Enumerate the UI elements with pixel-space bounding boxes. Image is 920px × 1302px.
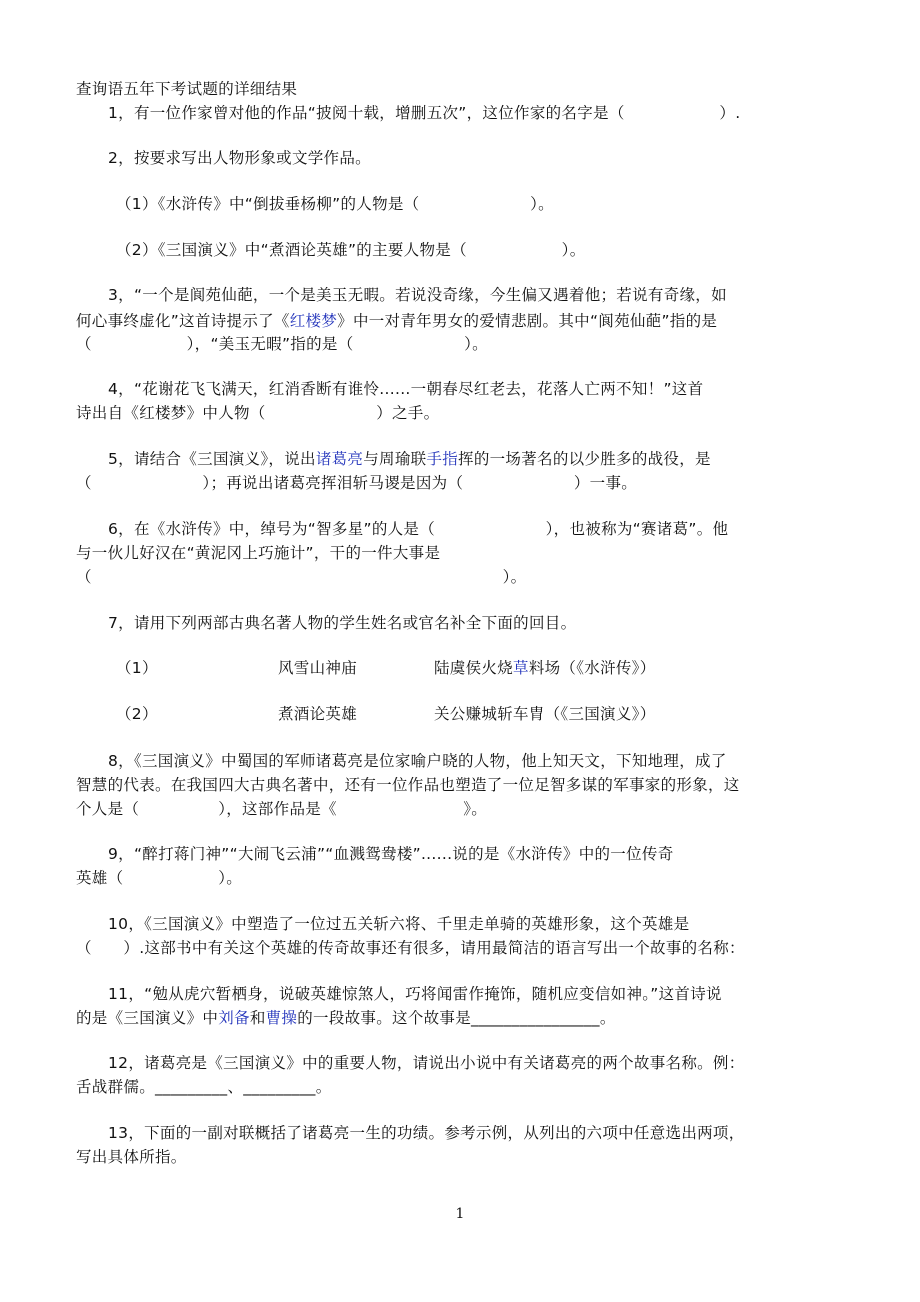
question-6-line-2: 与一伙儿好汉在“黄泥冈上巧施计”，干的一件大事是 [76,544,441,562]
question-13-line-1: 13，下面的一副对联概括了诸葛亮一生的功绩。参考示例，从列出的六项中任意选出两项， [108,1124,745,1142]
question-12-line-1: 12，诸葛亮是《三国演义》中的重要人物，请说出小说中有关诸葛亮的两个故事名称。例： [108,1054,745,1072]
question-10-line-1: 10，《三国演义》中塑造了一位过五关斩六将、千里走单骑的英雄形象，这个英雄是 [108,915,690,933]
q11-text-a: 的是《三国演义》中 [76,1009,219,1027]
document-title: 查询语五年下考试题的详细结果 [76,80,298,98]
liubei-link[interactable]: 刘备 [218,1009,250,1027]
page-number: 1 [455,1206,465,1222]
question-4-line-2: 诗出自《红楼梦》中人物（ ）之手。 [76,404,440,422]
q5-text-a: 5，请结合《三国演义》，说出 [108,450,316,468]
row-middle: 煮酒论英雄 [278,705,358,723]
q5-text-b: 与周瑜联 [363,450,427,468]
question-5-line-1 [108,448,888,470]
question-6-line-3: （ ）。 [76,568,527,586]
row-right-a: 陆虞侯火烧 [434,659,514,677]
question-12-line-2: 舌战群儒。_________、_________。 [76,1078,332,1096]
question-8-line-3: 个人是（ ），这部作品是《 》。 [76,800,488,818]
row-number: （1） [116,659,158,677]
question-11-line-1: 11，“勉从虎穴暂栖身，说破英雄惊煞人，巧将闻雷作掩饰，随机应变信如神。”这首诗说 [108,985,722,1003]
row-middle: 风雪山神庙 [278,659,358,677]
question-5-line-2: （ ）；再说出诸葛亮挥泪斩马谡是因为（ ）一事。 [76,474,638,492]
zhugeliang-link[interactable]: 诸葛亮 [315,450,364,468]
question-3-line-2 [76,310,856,332]
question-4-line-1: 4，“花谢花飞飞满天，红消香断有谁怜......一朝春尽红老去，花落人亡两不知！”这首 [108,380,704,398]
question-3-line-3: （ ），“美玉无暇”指的是（ ）。 [76,335,488,353]
q5-text-c: 挥的一场著名的以少胜多的战役，是 [458,450,711,468]
cao-link[interactable]: 草 [513,659,529,677]
q3-text-a: 何心事终虚化”这首诗提示了《 [76,312,290,330]
question-11-line-2 [76,1007,856,1029]
question-6-line-1: 6，在《水浒传》中，绰号为“智多星”的人是（ ），也被称为“赛诸葛”。他 [108,520,729,538]
hongloumeng-link[interactable]: 红楼梦 [289,312,338,330]
question-3-line-1: 3，“一个是阆苑仙葩，一个是美玉无暇。若说没奇缘，今生偏又遇着他；若说有奇缘，如 [108,286,727,304]
question-7: 7，请用下列两部古典名著人物的学生姓名或官名补全下面的回目。 [108,614,577,632]
row-right: 关公赚城斩车胄（《三国演义》） [434,705,656,723]
question-10-line-2: （ ）.这部书中有关这个英雄的传奇故事还有很多，请用最简洁的语言写出一个故事的名称： [76,939,745,957]
question-9-line-1: 9，“醉打蒋门神”“大闹飞云浦”“血溅鸳鸯楼”......说的是《水浒传》中的一位传奇 [108,845,674,863]
row-right [434,657,656,679]
q11-text-b: 和 [249,1009,266,1027]
question-2: 2，按要求写出人物形象或文学作品。 [108,149,371,167]
question-2-part-2: （2）《三国演义》中“煮酒论英雄”的主要人物是（ ）。 [116,241,586,259]
question-8-line-2: 智慧的代表。在我国四大古典名著中，还有一位作品也塑造了一位足智多谋的军事家的形象，这 [76,776,740,794]
question-1: 1，有一位作家曾对他的作品“披阅十载，增删五次”，这位作家的名字是（ ）. [108,104,741,122]
shouzhi-link[interactable]: 手指 [426,450,459,468]
question-8-line-1: 8，《三国演义》中蜀国的军师诸葛亮是位家喻户晓的人物，他上知天文，下知地理，成了 [108,752,727,770]
question-9-line-2: 英雄（ ）。 [76,869,243,887]
caocao-link[interactable]: 曹操 [265,1009,298,1027]
q11-text-c: 的一段故事。这个故事是________________。 [297,1009,616,1027]
row-number: （2） [116,705,158,723]
row-right-b: 料场（《水浒传》） [528,659,656,677]
q3-text-b: 》中一对青年男女的爱情悲剧。其中“阆苑仙葩”指的是 [337,312,718,330]
question-13-line-2: 写出具体所指。 [76,1148,187,1166]
question-2-part-1: （1）《水浒传》中“倒拔垂杨柳”的人物是（ ）。 [116,195,554,213]
